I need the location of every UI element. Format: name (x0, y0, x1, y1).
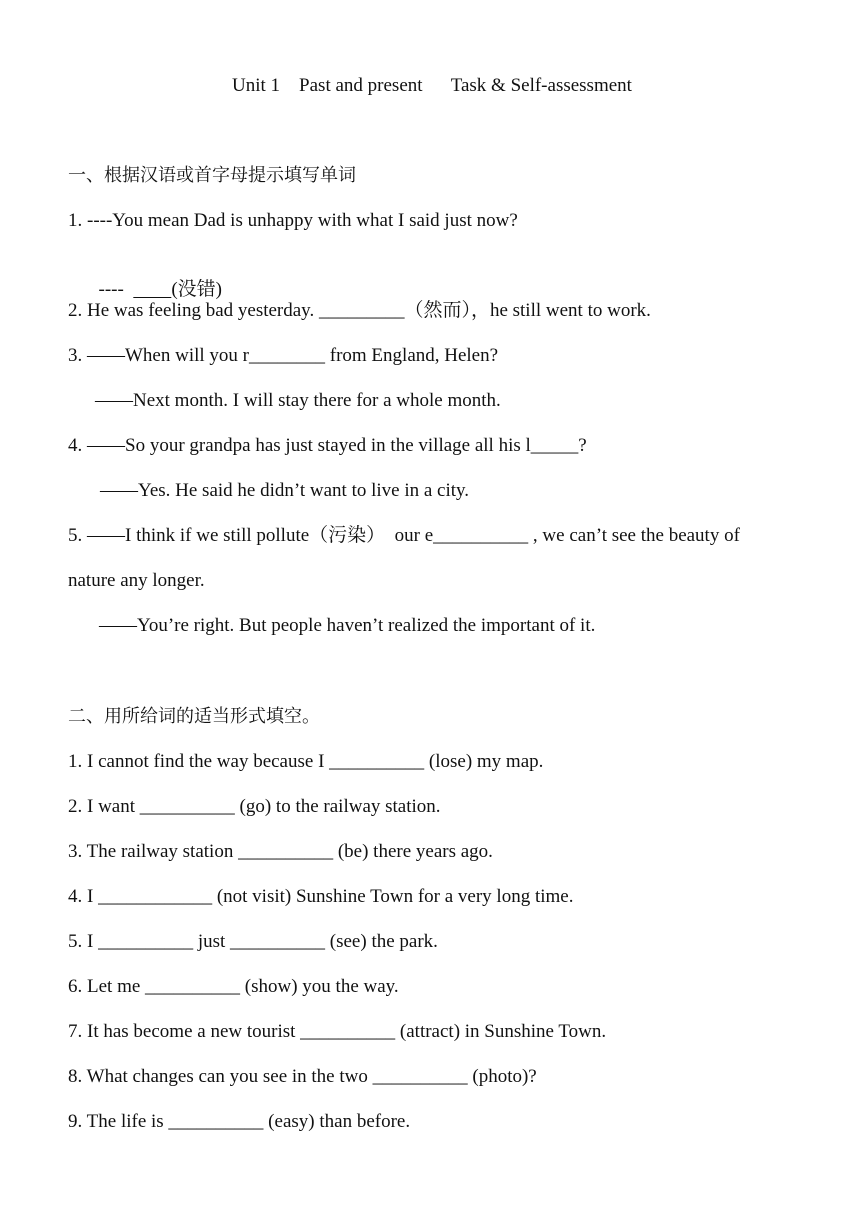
question-5-line-2: nature any longer. (68, 570, 205, 591)
question-1-hint: (没错) (171, 279, 222, 300)
question-4-line-1: 4. ——So your grandpa has just stayed in the village all his l_____? (68, 435, 587, 456)
exercise-2-item-8: 8. What changes can you see in the two __________ (photo)? (68, 1066, 537, 1087)
question-5-line-1: 5. ——I think if we still pollute（污染） our e__________ , we can’t see the beauty of (68, 525, 740, 546)
question-1-answer-blank (133, 279, 171, 300)
question-1-line-1: 1. ----You mean Dad is unhappy with what I said just now? (68, 210, 518, 231)
page-title: Unit 1 Past and present Task & Self-assessment (232, 75, 632, 96)
exercise-2-item-9: 9. The life is __________ (easy) than before. (68, 1111, 411, 1132)
section-2-heading: 二、用所给词的适当形式填空。 (68, 706, 320, 727)
question-4-line-2: ——Yes. He said he didn’t want to live in a city. (100, 480, 470, 501)
exercise-2-item-1: 1. I cannot find the way because I __________ (lose) my map. (68, 751, 544, 772)
question-3-line-2: ——Next month. I will stay there for a whole month. (95, 390, 501, 411)
exercise-2-item-2: 2. I want __________ (go) to the railway station. (68, 796, 441, 817)
section-1-heading: 一、根据汉语或首字母提示填写单词 (68, 165, 356, 186)
exercise-2-item-5: 5. I __________ just __________ (see) the park. (68, 931, 438, 952)
exercise-2-item-4: 4. I ____________ (not visit) Sunshine Town for a very long time. (68, 886, 574, 907)
question-5-line-3: ——You’re right. But people haven’t realized the important of it. (99, 615, 596, 636)
exercise-2-item-6: 6. Let me __________ (show) you the way. (68, 976, 399, 997)
exercise-2-item-7: 7. It has become a new tourist __________ (attract) in Sunshine Town. (68, 1021, 607, 1042)
question-2: 2. He was feeling bad yesterday. _________（然而），he still went to work. (68, 300, 651, 321)
question-1-line-2 (89, 254, 222, 302)
question-3-line-1: 3. ——When will you r________ from England, Helen? (68, 345, 499, 366)
question-1-dash: ---- (98, 279, 134, 300)
exercise-2-item-3: 3. The railway station __________ (be) there years ago. (68, 841, 493, 862)
